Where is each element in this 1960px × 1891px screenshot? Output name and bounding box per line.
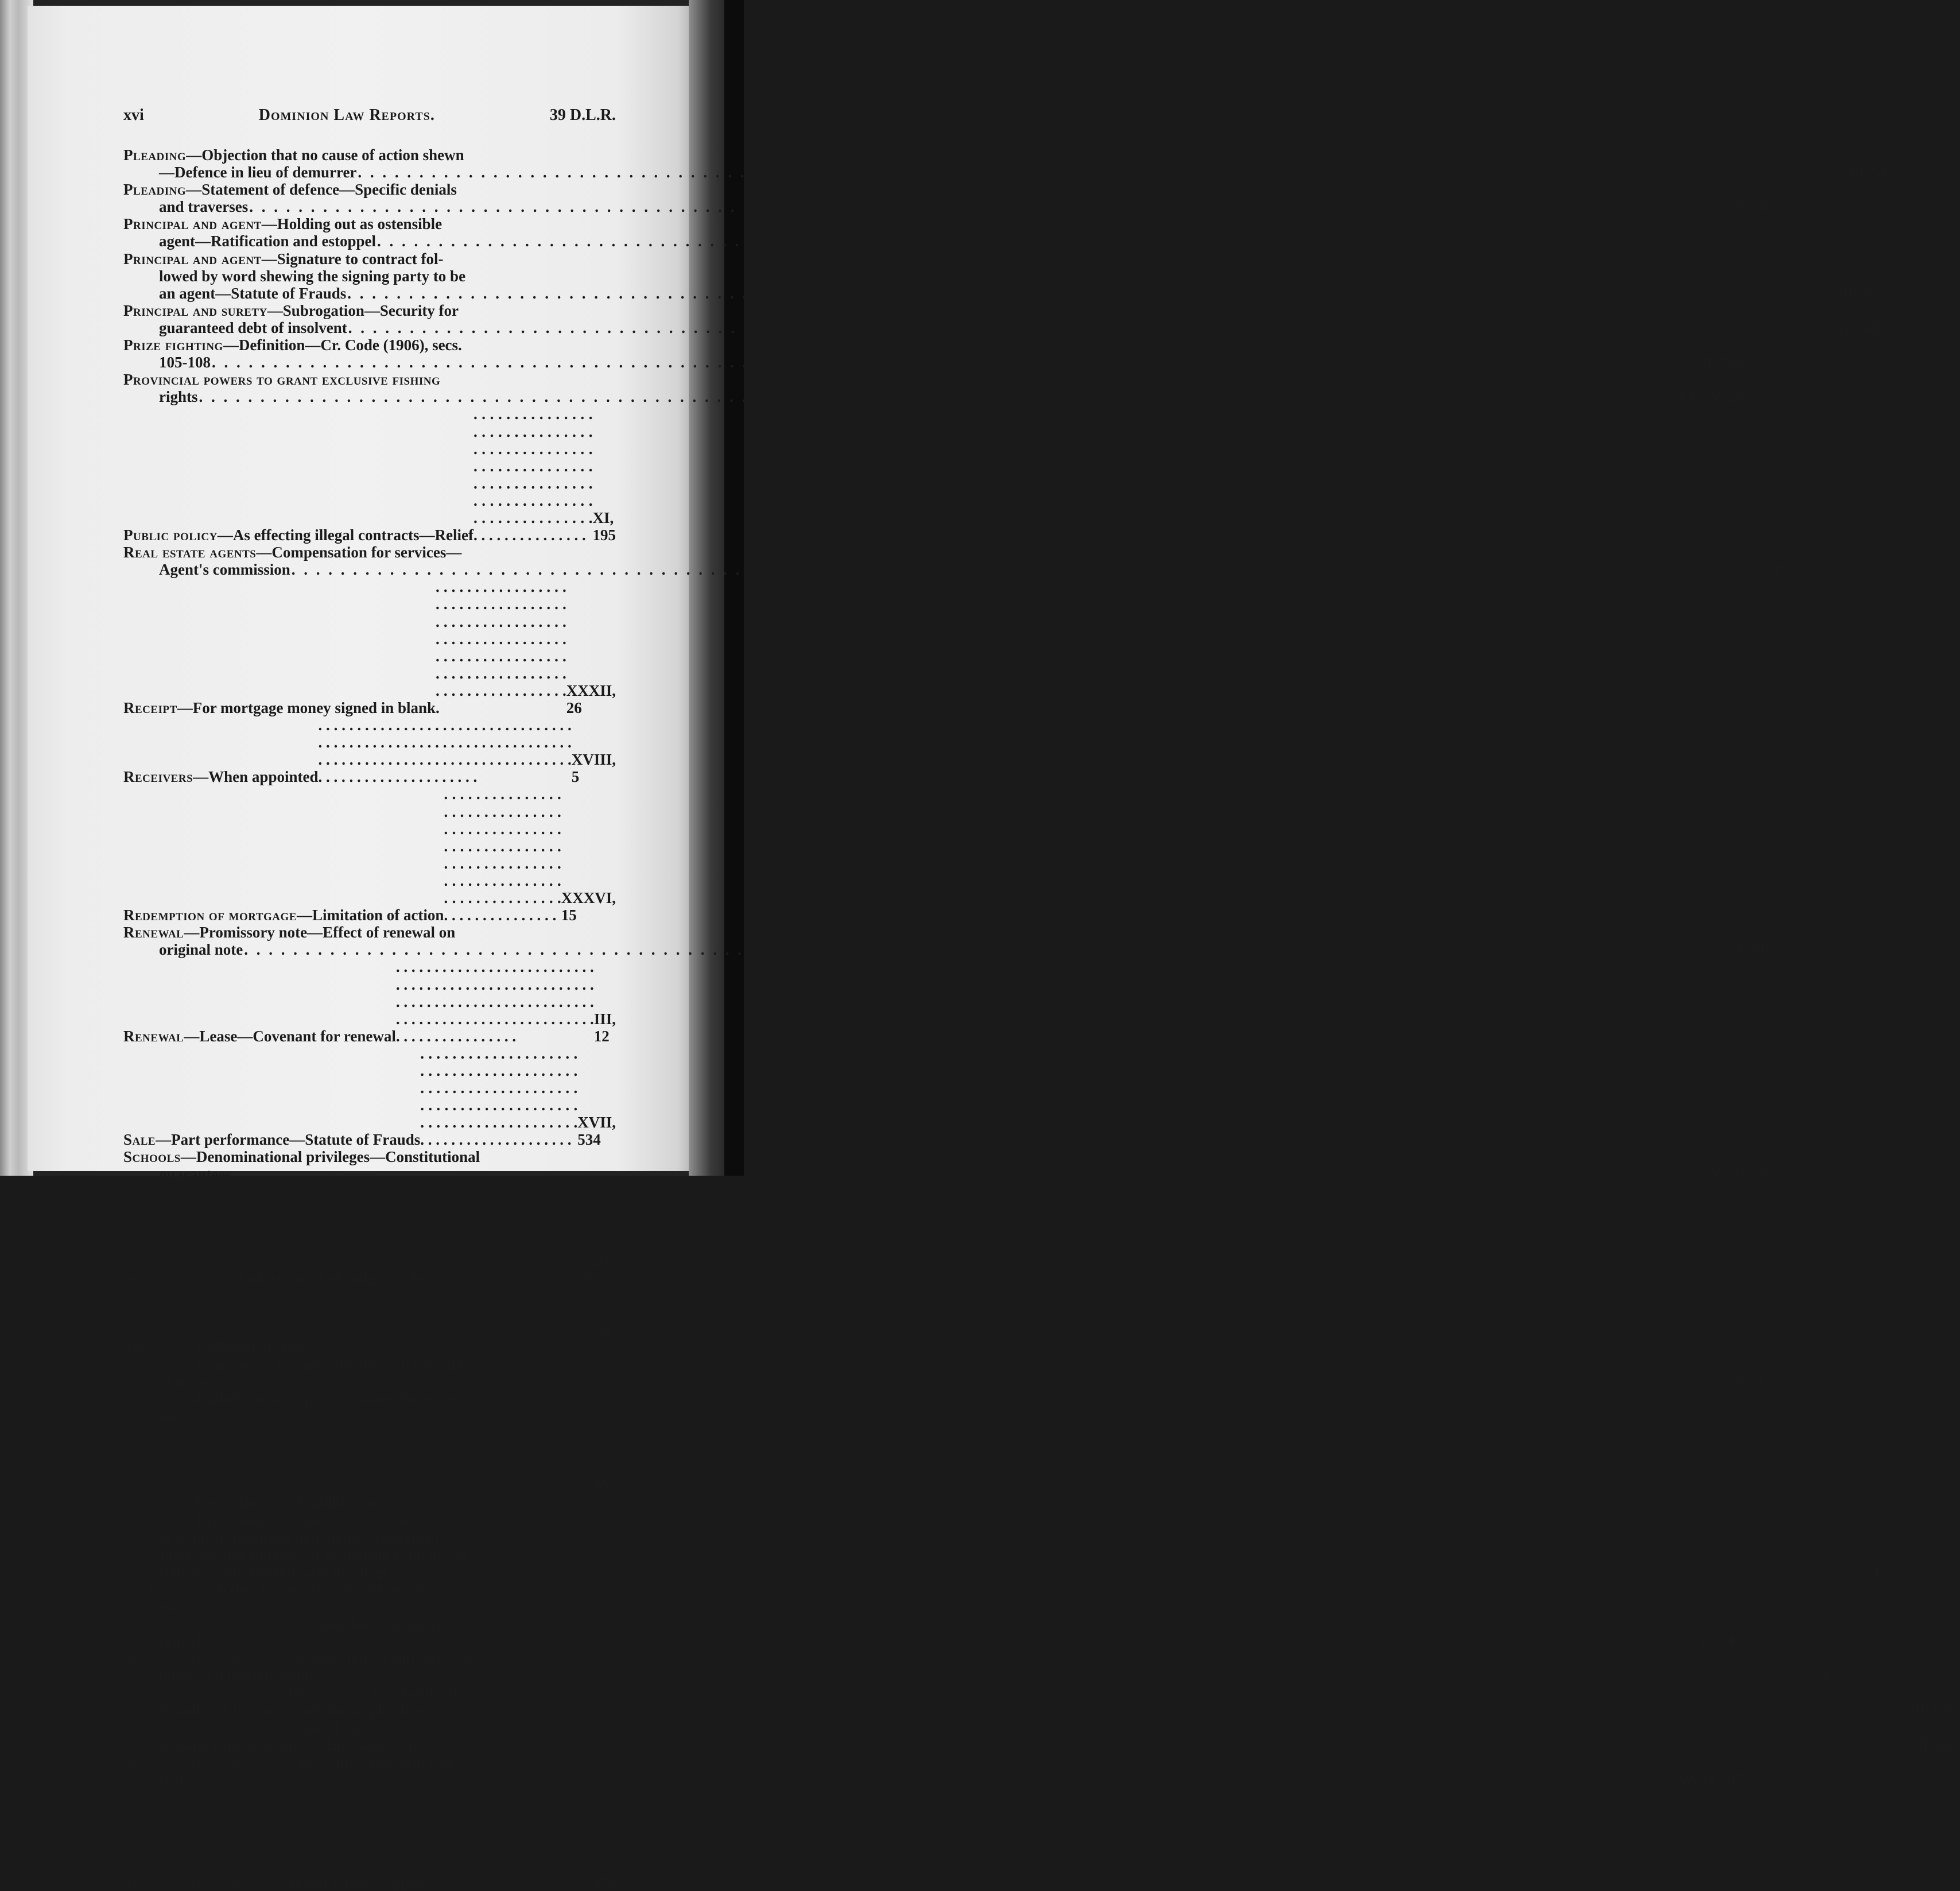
- leader-dots: . . . . . . . . . . . . . . . . . . . . . . . . . . . . . . . . . . . . . . . . . . . . . . . . . . . . . . . . . . . . . . . . . . . . . . . . . . . . . . . . . . . . . . . . . . . . . . . . . . . . . . . . . . . . . . . . . . . . . . . .: [473, 405, 593, 544]
- entry-heading: Receivers: [123, 768, 193, 786]
- entry-line: [123, 1632, 1742, 1650]
- leader-dots: . . . . . . . . . . . . . . . . . . . . . . . . . . . . . . . . . . . . . . . . . . . . . . . . . . . . . . . . . . . . . . . . . . . . . . . . . . . . . . . . . . . . . . . . . . . . . . . . . . . . . . . . . . . . . . . . . . . . . . . .: [444, 785, 561, 924]
- entry-line: [123, 1753, 616, 1770]
- entry-text: —Definition—Cr. Code (1906), secs.: [223, 336, 462, 354]
- index-entry: [123, 785, 616, 924]
- leader-dots: . . . . . . . . . . . . . . . . . . . . . . . . . . . . . . . . . . . . . . . . . . . . . . . . . . . . . . . . . . . . . . . . . . . . . . . . . . . . . . . . . . . . . . . . . . . . . . . . . . . . . . . . . . . . . . . . . . . . . . . .: [184, 1597, 1659, 1615]
- entry-line: [123, 405, 616, 544]
- entry-text: Agent's commission: [159, 561, 290, 579]
- entry-line: [123, 198, 1779, 216]
- entry-text: original note: [159, 941, 243, 959]
- entry-heading: Specific performance: [123, 1753, 273, 1770]
- volume-page-reference: III, 12: [593, 1010, 616, 1045]
- entry-text: —Denominational privileges—Constitutional: [180, 1148, 480, 1166]
- entry-line: [123, 1356, 616, 1373]
- index-entry: [123, 146, 1896, 181]
- entry-text: remedy: [159, 1632, 209, 1650]
- entry-line: [123, 250, 616, 268]
- entry-heading: Principal and agent: [123, 215, 262, 233]
- entry-text: and traverses: [159, 198, 249, 216]
- entry-line: [123, 1529, 616, 1546]
- leader-dots: . . . . . . . . . . . . . . . . . . . . . . . . . . . . . . . . . . . . . . . . . . . . . . . . . . . . . . . . . . . . . . . . . . . . . . . . . . . . . . . . . . . . . . . . . . . . . . . . . . . . . . . . . . . . . . . . . . . . . . . .: [197, 1407, 1673, 1425]
- entry-text: —Signature to contract fol-: [261, 250, 444, 268]
- volume-page-reference: XXXV, 28: [1676, 388, 1743, 406]
- entry-heading: Slander: [123, 1494, 180, 1512]
- entry-line: [123, 1563, 1921, 1580]
- leader-dots: . . . . . . . . . . . . . . . . . . . . . . . . . . . . . . . . . . . . . . . . . . . . . . . . . . . . . . . . . . . . . . . . . . . . . . . . . . . . . . . . . . . . . . . . . . . . . . . . . . . . . . . . . . . . . . . . . . . . . . . .: [427, 1701, 1902, 1719]
- entry-line: [123, 1183, 616, 1287]
- volume-page-reference: II, 215: [1817, 1667, 1860, 1684]
- entry-line: [123, 1407, 1728, 1425]
- entry-line: [123, 958, 616, 1044]
- entry-line: [123, 1667, 1860, 1684]
- entry-text: —Oral contract—Statute of: [272, 1684, 458, 1702]
- page-number: xvi: [123, 106, 144, 124]
- entry-text: of tug owner: [159, 1373, 243, 1390]
- entry-line: [123, 146, 616, 164]
- entry-text: guarantees: [159, 1165, 231, 1183]
- entry-text: —Acting for two clients with adverse inter-: [196, 1580, 482, 1598]
- entry-line: [123, 1546, 616, 1563]
- volume-label: 39 D.L.R.: [549, 106, 616, 124]
- entry-text: making time of essence—Equitable relief: [159, 1735, 429, 1753]
- entry-text: —Enforcement of judgment by: [223, 1269, 429, 1287]
- volume-page-reference: XIV, 855: [585, 1252, 616, 1287]
- entry-line: [123, 1684, 616, 1701]
- leader-dots: . . . . . . . . . . . . . . . . . . . . . . . . . . . . . . . . . . . . . . . . . . . . . . . . . . . . . . . . . . . . . . . . . . . . . . . . . . . . . . . . . . . . . . . . . . . . . . . . . . . . . . . . . . . . . . . . . . . . . . . .: [431, 1787, 593, 1891]
- leader-dots: . . . . . . . . . . . . . . . . . . . . . . . . . . . . . . . . . . . . . . . . . . . . . . . . . . . . . . . . . . . . . . . . . . . . . . . . . . . . . . . . . . . . . . . . . . . . . . . . . . . . . . . . . . . . . . . . . . . . . . . .: [291, 561, 1766, 579]
- entry-text: —Subrogation—Security for: [267, 301, 459, 319]
- entry-line: [123, 1148, 616, 1165]
- entry-text: slander—Publication and privilege: [159, 1563, 390, 1580]
- volume-page-reference: IX, 73: [595, 1477, 616, 1512]
- entry-text: saries: [159, 1407, 197, 1425]
- entry-line: [123, 1701, 1957, 1719]
- index-entry: [123, 924, 1774, 959]
- index-entry: [123, 215, 1907, 250]
- index-entry: [123, 1355, 1773, 1390]
- volume-page-reference: XXIV, 492: [1710, 1165, 1779, 1183]
- entry-line: [123, 1045, 616, 1149]
- entry-text: —Promissory note—Effect of renewal on: [184, 924, 456, 941]
- volume-page-reference: XVI, 517: [1835, 164, 1896, 181]
- index-content: [123, 106, 1960, 1891]
- leader-dots: . . . . . . . . . . . . . . . . . . . . . . . . . . . . . . . . . . . . . . . . . . . . . . . . . . . . . . . . . . . . . . . . . . . . . . . . . . . . . . . . . . . . . . . . . . . . . . . . . . . . . . . . . . . . . . . . . . . . . . . .: [420, 1044, 578, 1149]
- index-entry: [123, 1788, 616, 1891]
- index-entry: [123, 250, 1877, 302]
- entry-line: [123, 1719, 616, 1736]
- entry-text: 105-108: [159, 354, 211, 371]
- entry-text: —Defence in lieu of demurrer: [159, 164, 357, 181]
- entry-text: —As effecting illegal contracts—Relief: [217, 526, 473, 544]
- entry-line: [123, 1390, 616, 1408]
- leader-dots: . . . . . . . . . . . . . . . . . . . . . . . . . . . . . . . . . . . . . . . . . . . . . . . . . . . . . . . . . . . . . . . . . . . . . . . . . . . . . . . . . . . . . . . . . . . . . . . . . . . . . . . . . . . . . . . . . . . . . . . .: [391, 1563, 1866, 1580]
- entry-text: —Repetition of slanderous statements—Acts: [180, 1511, 476, 1529]
- leader-dots: . . . . . . . . . . . . . . . . . . . . . . . . . . . . . . . . . . . . . . . . . . . . . . . . . . . . . . . . . . . . . . . . . . . . . . . . . . . . . . . . . . . . . . . . . . . . . . . . . . . . . . . . . . . . . . . . . . . . . . . .: [212, 354, 1687, 371]
- index-entry: [123, 1425, 616, 1511]
- entry-heading: Specific performance: [123, 1649, 273, 1667]
- volume-page-reference: VII, 340: [1687, 1632, 1742, 1650]
- entry-line: [123, 1615, 616, 1632]
- entry-text: Interview for purpose of procuring evidence of: [159, 1545, 468, 1563]
- entry-heading: Schools: [123, 1148, 181, 1166]
- entry-text: ests: [159, 1597, 183, 1615]
- entry-line: [123, 268, 616, 285]
- entry-text: —Jurisdiction—Contract as to: [272, 1649, 477, 1667]
- index-entry: [123, 1148, 1779, 1183]
- leader-dots: . . . . . . . . . . . . . . . . . . . . . . . . . . . . . . . . . . . . . . . . . . . . . . . . . . . . . . . . . . . . . . . . . . . . . . . . . . . . . . . . . . . . . . . . . . . . . . . . . . . . . . . . . . . . . . . . . . . . . . . .: [243, 1373, 1718, 1390]
- entry-heading: Real estate agents: [123, 544, 257, 561]
- entry-text: —When appointed: [193, 768, 319, 786]
- entry-text: lands in a foreign country: [159, 1667, 329, 1684]
- leader-dots: . . . . . . . . . . . . . . . . . . . . . . . . . . . . . . . . . . . . . . . . . . . . . . . . . . . . . . . . . . . . . . . . . . . . . . . . . . . . . . . . . . . . . . . . . . . . . . . . . . . . . . . . . . . . . . . . . . . . . . . .: [199, 388, 1674, 406]
- volume-page-reference: I, 149: [1869, 232, 1907, 250]
- entry-heading: Shipping: [123, 1338, 181, 1356]
- leader-dots: . . . . . . . . . . . . . . . . . . . . . . . . . . . . . . . . . . . . . . . . . . . . . . . . . . . . . . . . . . . . . . . . . . . . . . . . . . . . . . . . . . . . . . . . . . . . . . . . . . . . . . . . . . . . . . . . . . . . . . . .: [358, 164, 1833, 181]
- entry-line: [123, 941, 1774, 959]
- entry-text: — Sale of lands — Contract: [272, 1718, 462, 1736]
- entry-line: [123, 319, 1881, 336]
- entry-line: [123, 1580, 616, 1598]
- entry-heading: Prize fighting: [123, 336, 223, 354]
- entry-heading: Renewal: [123, 924, 184, 941]
- volume-page-reference: VII, 168: [1826, 319, 1881, 336]
- leader-dots: . . . . . . . . . . . . . . . . . . . . . . . . . . . . . . . . . . . . . . . . . . . . . . . . . . . . . . . . . . . . . . . . . . . . . . . . . . . . . . . . . . . . . . . . . . . . . . . . . . . . . . . . . . . . . . . . . . . . . . . .: [209, 1632, 1685, 1650]
- volume-page-reference: I 450: [1694, 1407, 1728, 1425]
- index-entry: [123, 1614, 1742, 1650]
- leader-dots: . . . . . . . . . . . . . . . . . . . . . . . . . . . . . . . . . . . . . . . . . . . . . . . . . . . . . . . . . . . . . . . . . . . . . . . . . . . . . . . . . . . . . . . . . . . . . . . . . . . . . . . . . . . . . . . . . . . . . . . .: [330, 1667, 1805, 1684]
- entry-text: —Holding out as ostensible: [261, 215, 443, 233]
- index-entry: [123, 1511, 1921, 1580]
- leader-dots: . . . . . . . . . . . . . . . . . . . . . . . . . . . . . . . . . . . . . . . . . . . . . . . . . . . . . . . . . . . . . . . . . . . . . . . . . . . . . . . . . . . . . . . . . . . . . . . . . . . . . . . . . . . . . . . . . . . . . . . .: [244, 941, 1719, 959]
- volume-page-reference: XVIII, 5: [571, 751, 616, 786]
- volume-page-reference: XXXVI, 15: [561, 889, 616, 924]
- volume-page-reference: XXXII, 26: [566, 681, 616, 716]
- entry-text: Frauds—Effect of admission in pleading: [159, 1701, 426, 1719]
- volume-page-reference: XXXI, 485: [1676, 1770, 1747, 1788]
- entry-line: [123, 181, 616, 198]
- index-entry: [123, 1286, 616, 1355]
- index-entry: [123, 301, 1881, 336]
- leader-dots: . . . . . . . . . . . . . . . . . . . . . . . . . . . . . . . . . . . . . . . . . . . . . . . . . . . . . . . . . . . . . . . . . . . . . . . . . . . . . . . . . . . . . . . . . . . . . . . . . . . . . . . . . . . . . . . . . . . . . . . .: [436, 578, 566, 716]
- entry-heading: Specific performance: [123, 1614, 273, 1632]
- entry-line: [123, 164, 1896, 181]
- index-entry: [123, 181, 1779, 216]
- entry-heading: Specific performance: [123, 1718, 273, 1736]
- entry-line: [123, 1373, 1773, 1390]
- entry-line: [123, 716, 616, 785]
- entry-line: [123, 284, 1877, 302]
- entry-heading: Slander: [123, 1511, 180, 1529]
- index-entry: [123, 405, 616, 544]
- leader-dots: . . . . . . . . . . . . . . . . . . . . . . . . . . . . . . . . . . . . . . . . . . . . . . . . . . . . . . . . . . . . . . . . . . . . . . . . . . . . . . . . . . . . . . . . . . . . . . . . . . . . . . . . . . . . . . . . . . . . . . . .: [377, 232, 1852, 250]
- entry-line: [123, 1788, 616, 1891]
- entry-text: —Contract of towage—Duties and liabilities: [181, 1355, 474, 1373]
- entry-text: lowed by word shewing the signing party to be: [159, 267, 466, 285]
- entry-line: [123, 785, 616, 924]
- index-entry: [123, 1390, 1728, 1425]
- entry-text: —Limitation of action: [296, 906, 444, 924]
- entry-heading: Pleading: [123, 146, 187, 164]
- entry-heading: Public policy: [123, 526, 218, 544]
- volume-page-reference: I, 354: [592, 1857, 616, 1891]
- volume-page-reference: II, 636: [1914, 1701, 1957, 1719]
- leader-dots: . . . . . . . . . . . . . . . . . . . . . . . . . . . . . . . . . . . . . . . . . . . . . . . . . . . . . . . . . . . . . . . . . . . . . . . . . . . . . . . . . . . . . . . . . . . . . . . . . . . . . . . . . . . . . . . . . . . . . . . .: [348, 319, 1823, 336]
- entry-line: [123, 215, 616, 232]
- entry-line: [123, 354, 1744, 371]
- entry-text: —Objection that no cause of action shewn: [186, 146, 464, 164]
- leader-dots: . . . . . . . . . . . . . . . . . . . . . . . . . . . . . . . . . . . . . . . . . . . . . . . . . . . . . . . . . . . . . . . . . . . . . . . . . . . . . . . . . . . . . . . . . . . . . . . . . . . . . . . . . . . . . . . . . . . . . . . .: [309, 1286, 595, 1356]
- leader-dots: . . . . . . . . . . . . . . . . . . . . . . . . . . . . . . . . . . . . . . . . . . . . . . . . . . . . . . . . . . . . . . . . . . . . . . . . . . . . . . . . . . . . . . . . . . . . . . . . . . . . . . . . . . . . . . . . . . . . . . . .: [318, 716, 572, 786]
- leader-dots: . . . . . . . . . . . . . . . . . . . . . . . . . . . . . . . . . . . . . . . . . . . . . . . . . . . . . . . . . . . . . . . . . . . . . . . . . . . . . . . . . . . . . . . . . . . . . . . . . . . . . . . . . . . . . . . . . . . . . . . .: [395, 958, 594, 1045]
- entry-line: [123, 1649, 616, 1667]
- entry-line: [123, 1735, 1960, 1753]
- index-entry: [123, 1718, 1960, 1753]
- entry-heading: Principal and surety: [123, 301, 267, 319]
- entry-line: [123, 336, 616, 354]
- index-entry: [123, 371, 1743, 406]
- leader-dots: . . . . . . . . . . . . . . . . . . . . . . . . . . . . . . . . . . . . . . . . . . . . . . . . . . . . . . . . . . . . . . . . . . . . . . . . . . . . . . . . . . . . . . . . . . . . . . . . . . . . . . . . . . . . . . . . . . . . . . . .: [232, 1165, 1707, 1183]
- entry-line: [123, 544, 616, 561]
- entry-text: —Part performance—Statute of Frauds: [156, 1131, 421, 1149]
- entry-text: an agent—Statute of Frauds: [159, 284, 347, 302]
- entry-heading: Sequestration: [123, 1269, 223, 1287]
- leader-dots: . . . . . . . . . . . . . . . . . . . . . . . . . . . . . . . . . . . . . . . . . . . . . . . . . . . . . . . . . . . . . . . . . . . . . . . . . . . . . . . . . . . . . . . . . . . . . . . . . . . . . . . . . . . . . . . . . . . . . . . .: [377, 1424, 595, 1512]
- entry-text: —Lease—Covenant for renewal: [184, 1027, 396, 1045]
- index-entry: [123, 1580, 1714, 1615]
- entry-heading: Pleading: [123, 181, 187, 199]
- entry-text: tracts: [159, 1770, 197, 1788]
- entry-line: [123, 578, 616, 716]
- entry-line: [123, 371, 616, 388]
- entry-line: [123, 1165, 1779, 1183]
- leader-dots: . . . . . . . . . . . . . . . . . . . . . . . . . . . . . . . . . . . . . . . . . . . . . . . . . . . . . . . . . . . . . . . . . . . . . . . . . . . . . . . . . . . . . . . . . . . . . . . . . . . . . . . . . . . . . . . . . . . . . . . .: [249, 198, 1724, 216]
- volume-page-reference: XI, 95: [595, 1321, 616, 1356]
- running-title: Dominion Law Reports.: [258, 106, 435, 124]
- entry-heading: Provincial powers to grant exclusive fishing: [123, 371, 441, 389]
- running-header: [123, 106, 616, 131]
- entry-heading: Sale: [123, 1131, 156, 1149]
- entry-text: —Compensation for services—: [256, 544, 462, 561]
- entry-line: [123, 561, 1821, 579]
- entry-heading: Receipt: [123, 699, 177, 716]
- entry-line: [123, 1425, 616, 1511]
- index-entry: [123, 1183, 616, 1287]
- volume-page-reference: II, 99: [1842, 284, 1877, 302]
- leader-dots: . . . . . . . . . . . . . . . . . . . . . . . . . . . . . . . . . . . . . . . . . . . . . . . . . . . . . . . . . . . . . . . . . . . . . . . . . . . . . . . . . . . . . . . . . . . . . . . . . . . . . . . . . . . . . . . . . . . . . . . .: [347, 284, 1822, 302]
- entry-text: agent—Ratification and estoppel: [159, 232, 376, 250]
- entry-text: —For mortgage money signed in blank: [177, 699, 436, 716]
- entry-heading: Principal and agent: [123, 250, 262, 268]
- entry-line: [123, 1511, 616, 1528]
- volume-page-reference: XVII, 534: [577, 1114, 616, 1149]
- entry-text: —Grounds for refusing the: [272, 1614, 452, 1632]
- index-entry: [123, 336, 1744, 371]
- entry-line: [123, 1286, 616, 1355]
- index-entry: [123, 578, 616, 716]
- entry-text: guaranteed debt of insolvent: [159, 319, 347, 336]
- entry-line: [123, 388, 1743, 406]
- entry-text: —Repetition of—Liability for: [180, 1494, 378, 1512]
- entry-line: [123, 1597, 1714, 1615]
- index-entry: [123, 1684, 1957, 1719]
- entry-heading: Specific performance: [123, 1874, 273, 1891]
- index-entry: [123, 1649, 1860, 1684]
- entry-heading: Shipping: [123, 1390, 181, 1408]
- entry-text: rights: [159, 388, 198, 406]
- index-entry: [123, 958, 616, 1044]
- entry-heading: Redemption of mortgage: [123, 906, 297, 924]
- index-entries: [123, 146, 1960, 1891]
- index-entry: [123, 1045, 616, 1149]
- volume-page-reference: IV, 531: [1775, 561, 1821, 579]
- entry-line: [123, 924, 616, 941]
- entry-text: —Collision of ships: [181, 1338, 309, 1356]
- entry-text: —Liability of a ship or its owner for neces-: [181, 1390, 464, 1408]
- volume-page-reference: XI, 195: [592, 509, 616, 544]
- entry-text: —When remedy applies: [272, 1874, 432, 1891]
- leader-dots: . . . . . . . . . . . . . . . . . . . . . . . . . . . . . . . . . . . . . . . . . . . . . . . . . . . . . . . . . . . . . . . . . . . . . . . . . . . . . . . . . . . . . . . . . . . . . . . . . . . . . . . . . . . . . . . . . . . . . . . .: [428, 1183, 586, 1287]
- entry-heading: Solicitors: [123, 1580, 197, 1598]
- entry-line: [123, 1770, 1747, 1788]
- index-entry: [123, 716, 616, 785]
- volume-page-reference: II, 816: [1730, 941, 1774, 959]
- index-entry: [123, 544, 1821, 579]
- volume-page-reference: IV, 572: [1874, 1563, 1921, 1580]
- entry-text: —Statement of defence—Specific denials: [186, 181, 457, 199]
- entry-line: [123, 302, 616, 319]
- entry-text: of plaintiff inducing defendant's statement—: [159, 1528, 456, 1546]
- volume-page-reference: XII, 786: [1690, 354, 1744, 371]
- leader-dots: . . . . . . . . . . . . . . . . . . . . . . . . . . . . . . . . . . . . . . . . . . . . . . . . . . . . . . . . . . . . . . . . . . . . . . . . . . . . . . . . . . . . . . . . . . . . . . . . . . . . . . . . . . . . . . . . . . . . . . . .: [197, 1770, 1673, 1788]
- leader-dots: . . . . . . . . . . . . . . . . . . . . . . . . . . . . . . . . . . . . . . . . . . . . . . . . . . . . . . . . . . . . . . . . . . . . . . . . . . . . . . . . . . . . . . . . . . . . . . . . . . . . . . . . . . . . . . . . . . . . . . . .: [430, 1735, 1905, 1753]
- index-entry: [123, 1753, 1747, 1788]
- volume-page-reference: IV, 13: [1734, 1373, 1773, 1390]
- entry-heading: Renewal: [123, 1027, 184, 1045]
- entry-heading: Shipping: [123, 1355, 181, 1373]
- entry-heading: Specific performance: [123, 1684, 273, 1702]
- volume-page-reference: V, 22: [1681, 1597, 1714, 1615]
- volume-page-reference: II, 464: [1916, 1735, 1960, 1753]
- entry-line: [123, 232, 1907, 250]
- volume-page-reference: X, 503: [1736, 198, 1779, 216]
- entry-text: —Vague and uncertain con-: [272, 1753, 458, 1770]
